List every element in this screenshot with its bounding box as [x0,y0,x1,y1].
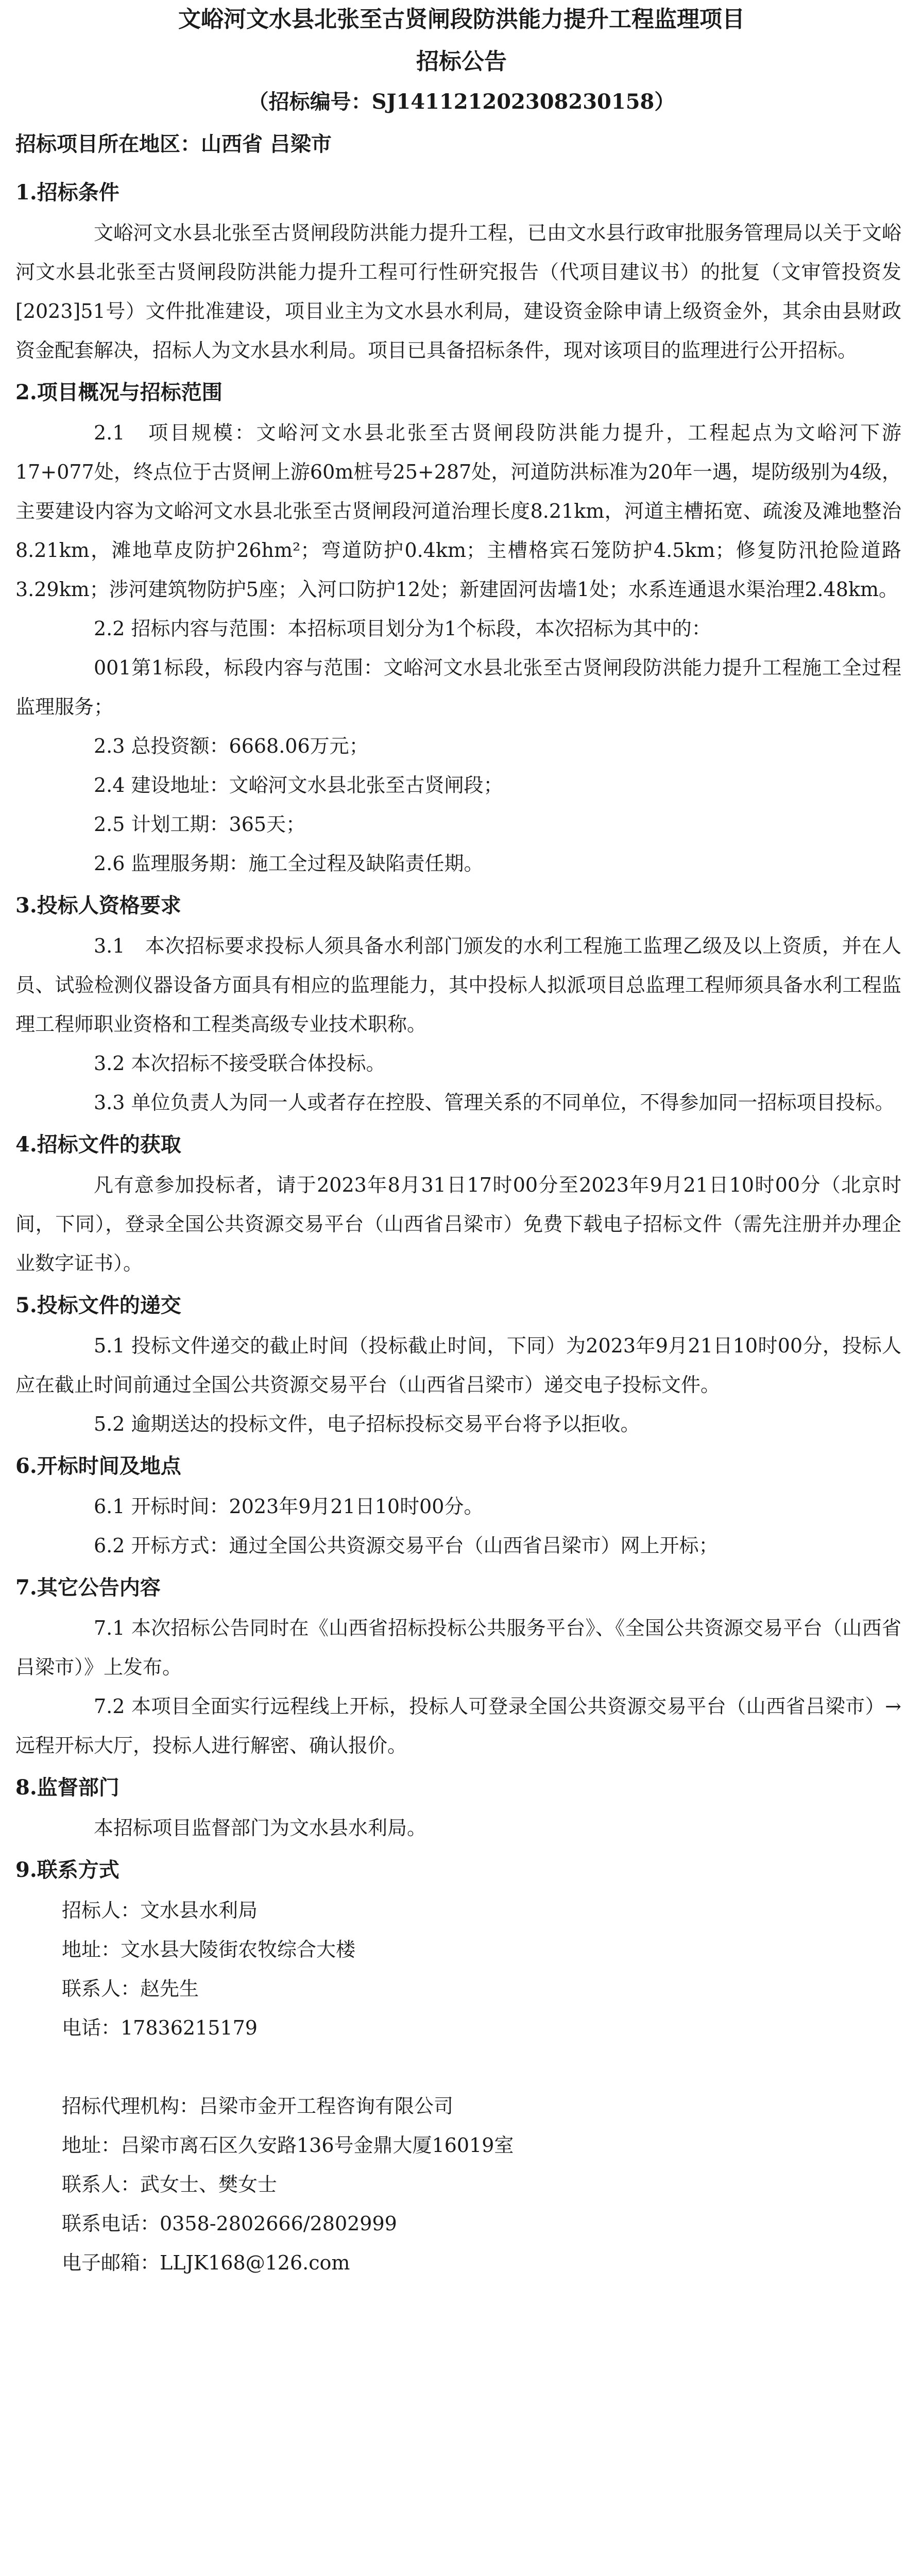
section-paragraph: 2.5 计划工期：365天； [94,813,306,836]
agency-phone: 联系电话：0358-2802666/2802999 [62,2212,397,2235]
section-paragraph: 凡有意参加投标者，请于2023年8月31日17时00分至2023年9月21日10时00分（北京时间，下同），登录全国公共资源交易平台（山西省吕梁市）免费下载电子招标文件（需先注册并办理企业数字证书）。 [15,1174,901,1275]
tenderer-contact-person: 联系人：赵先生 [62,1977,199,2000]
spacer [62,2047,901,2087]
section-heading: 8.监督部门 [15,1775,119,1800]
agency-email: 电子邮箱：LLJK168@126.com [62,2251,350,2274]
section-paragraph: 文峪河文水县北张至古贤闸段防洪能力提升工程，已由文水县行政审批服务管理局以关于文峪河文水县北张至古贤闸段防洪能力提升工程可行性研究报告（代项目建议书）的批复（文审管投资发[2023]51号）文件批准建设，项目业主为文水县水利局，建设资金除申请上级资金外，其余由县财政资金配套解决，招标人为文水县水利局。项目已具备招标条件，现对该项目的监理进行公开招标。 [15,222,901,362]
section-contact [15,1855,901,2282]
section-document-access [15,1129,901,1283]
section-paragraph: 6.2 开标方式：通过全国公共资源交易平台（山西省吕梁市）网上开标； [94,1534,719,1557]
section-heading: 5.投标文件的递交 [15,1293,181,1317]
tenderer-phone: 电话：17836215179 [62,2016,258,2039]
section-paragraph: 5.2 逾期送达的投标文件，电子招标投标交易平台将予以拒收。 [94,1413,640,1435]
section-paragraph: 7.1 本次招标公告同时在《山西省招标投标公共服务平台》、《全国公共资源交易平台（山西省吕梁市）》上发布。 [15,1617,901,1679]
section-heading: 4.招标文件的获取 [15,1132,181,1157]
section-heading: 1.招标条件 [15,180,119,205]
section-paragraph: 3.3 单位负责人为同一人或者存在控股、管理关系的不同单位，不得参加同一招标项目投标。 [94,1091,895,1114]
section-other-content [15,1572,901,1765]
section-paragraph: 2.1 项目规模：文峪河文水县北张至古贤闸段防洪能力提升，工程起点为文峪河下游17+077处，终点位于古贤闸上游60m桩号25+287处，河道防洪标准为20年一遇，堤防级别为4级，主要建设内容为文峪河文水县北张至古贤闸段河道治理长度8.21km，河道主槽拓宽、疏浚及滩地整治8.21km，滩地草皮防护26hm²；弯道防护0.4km；主槽格宾石笼防护4.5km；修复防汛抢险道路3.29km；涉河建筑物防护5座；入河口防护12处；新建固河齿墙1处；水系连通退水渠治理2.48km。 [15,421,901,601]
section-bid-submission [15,1290,901,1444]
section-paragraph: 2.3 总投资额：6668.06万元； [94,735,369,757]
section-heading: 3.投标人资格要求 [15,893,181,918]
tenderer-address: 地址：文水县大陵街农牧综合大楼 [62,1938,356,1961]
section-paragraph: 3.2 本次招标不接受联合体投标。 [94,1052,386,1075]
section-heading: 2.项目概况与招标范围 [15,380,223,404]
announcement-body [15,170,901,2282]
section-paragraph: 5.1 投标文件递交的截止时间（投标截止时间，下同）为2023年9月21日10时00分，投标人应在截止时间前通过全国公共资源交易平台（山西省吕梁市）递交电子投标文件。 [15,1334,901,1396]
section-paragraph: 2.4 建设地址：文峪河文水县北张至古贤闸段； [94,774,503,796]
document-title: 文峪河文水县北张至古贤闸段防洪能力提升工程监理项目 [178,6,745,32]
agency-name: 招标代理机构：吕梁市金开工程咨询有限公司 [62,2095,454,2117]
section-paragraph: 3.1 本次招标要求投标人须具备水利部门颁发的水利工程施工监理乙级及以上资质，并在人员、试验检测仪器设备方面具有相应的监理能力，其中投标人拟派项目总监理工程师须具备水利工程监理工程师职业资格和工程类高级专业技术职称。 [15,935,901,1036]
section-paragraph: 7.2 本项目全面实行远程线上开标，投标人可登录全国公共资源交易平台（山西省吕梁市）→远程开标大厅，投标人进行解密、确认报价。 [15,1695,901,1757]
section-paragraph: 2.2 招标内容与范围：本招标项目划分为1个标段，本次招标为其中的： [94,617,711,640]
project-region: 招标项目所在地区：山西省 吕梁市 [15,132,332,156]
tender-code: （招标编号：SJ141121202308230158） [248,90,675,114]
section-qualification [15,890,901,1122]
agency-address: 地址：吕梁市离石区久安路136号金鼎大厦16019室 [62,2134,514,2157]
section-heading: 7.其它公告内容 [15,1575,161,1600]
section-opening [15,1451,901,1565]
section-paragraph: 6.1 开标时间：2023年9月21日10时00分。 [94,1495,484,1518]
section-heading: 9.联系方式 [15,1858,119,1882]
section-project-overview [15,377,901,883]
section-paragraph: 2.6 监理服务期：施工全过程及缺陷责任期。 [94,852,484,875]
section-paragraph: 001第1标段，标段内容与范围：文峪河文水县北张至古贤闸段防洪能力提升工程施工全过程监理服务； [15,656,901,718]
section-bidding-conditions [15,177,901,370]
contact-block [15,1891,901,2282]
agency-contact-person: 联系人：武女士、樊女士 [62,2173,278,2196]
tenderer-name: 招标人：文水县水利局 [62,1899,258,1922]
section-supervision [15,1772,901,1848]
section-paragraph: 本招标项目监督部门为文水县水利局。 [94,1817,427,1839]
document-subtitle: 招标公告 [416,48,507,75]
section-heading: 6.开标时间及地点 [15,1454,181,1478]
